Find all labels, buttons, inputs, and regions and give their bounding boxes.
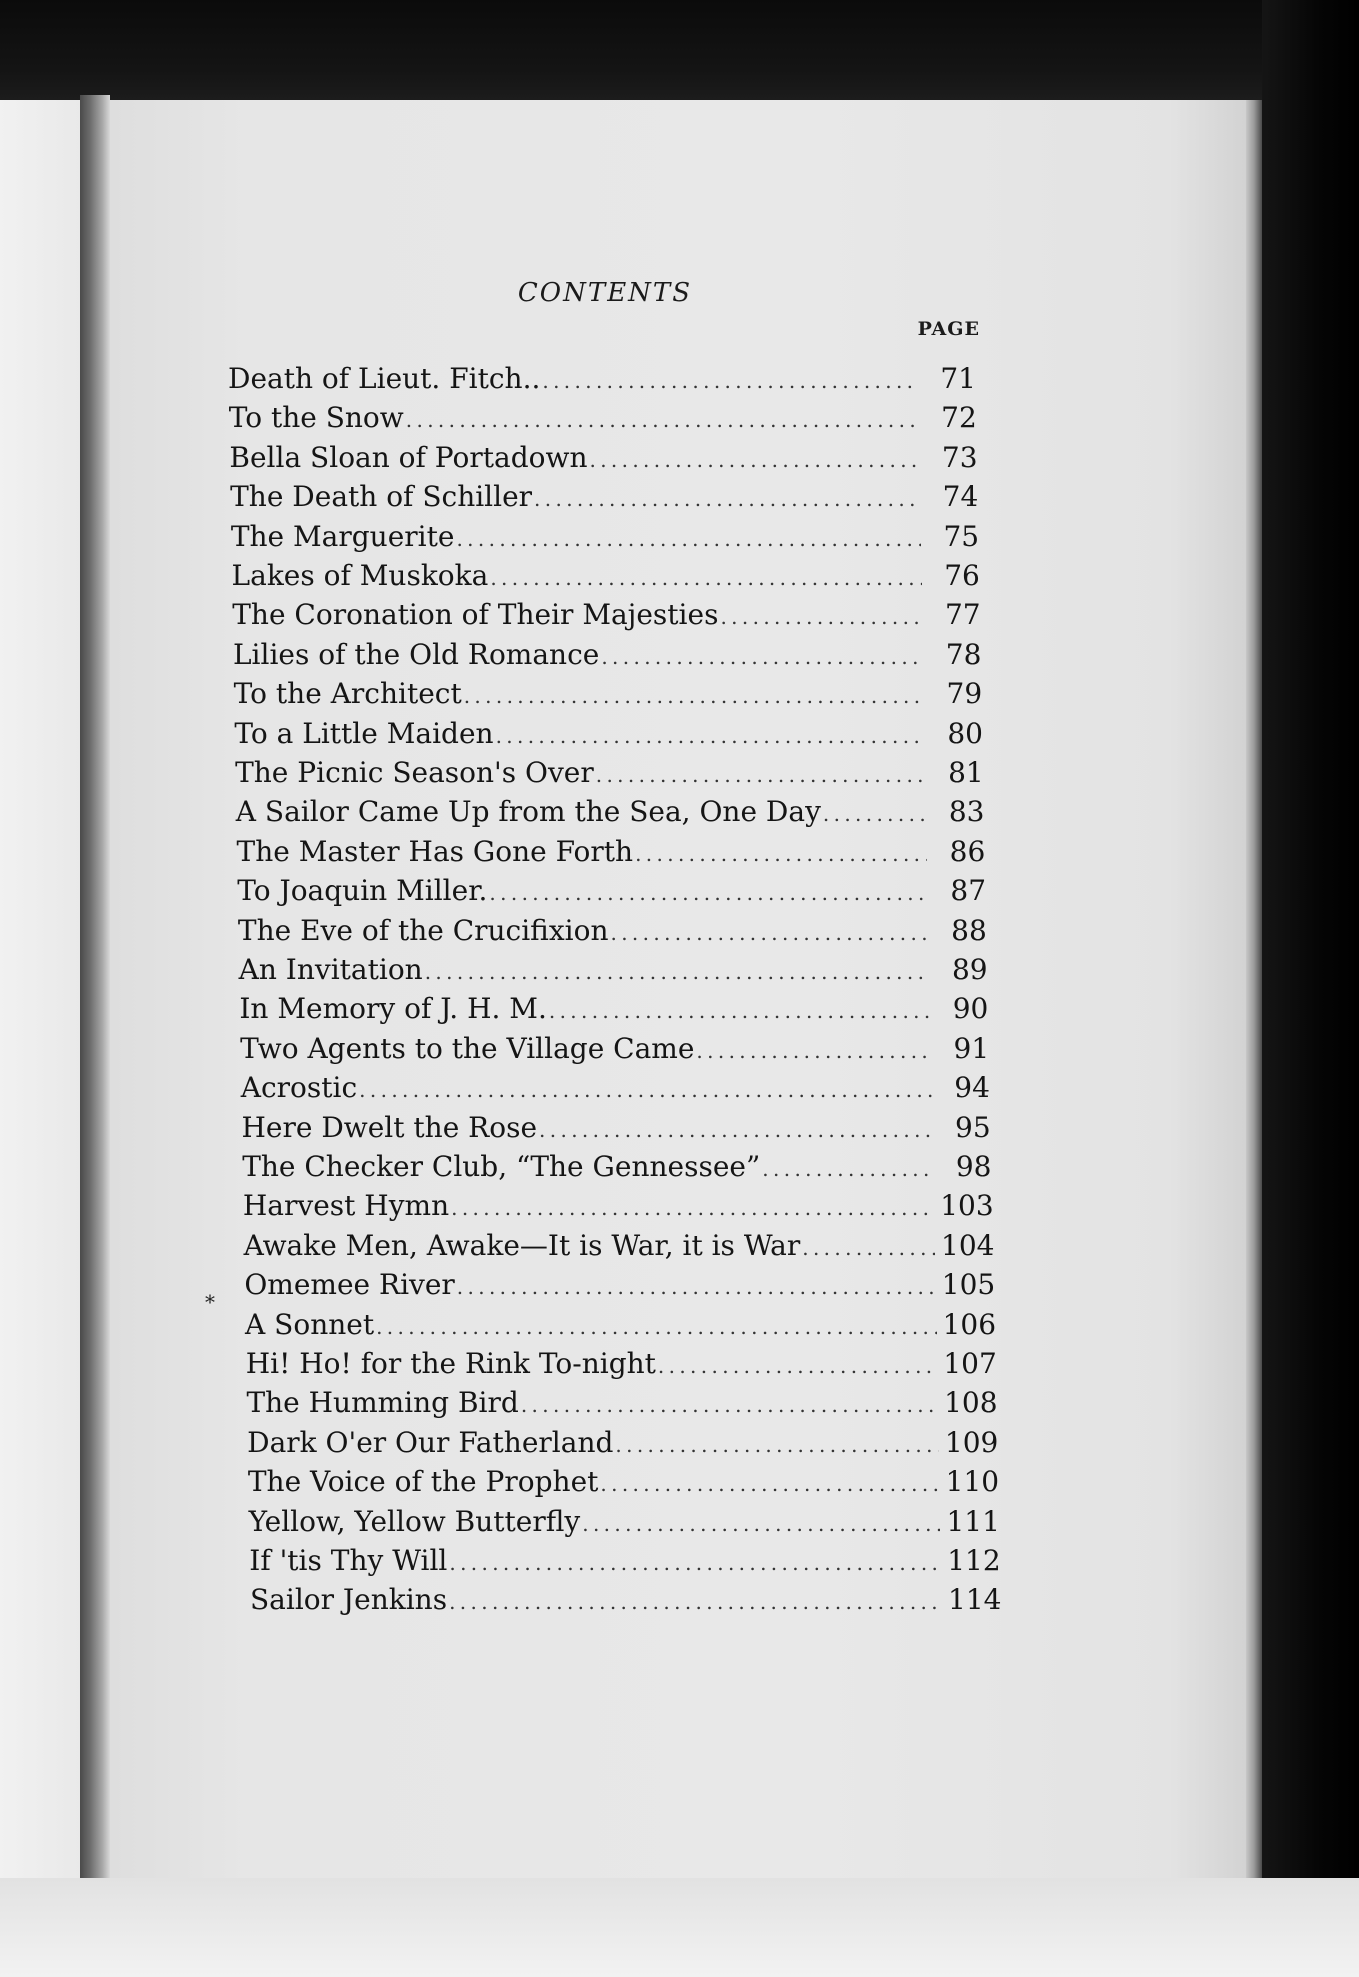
toc-entry-title: To Joaquin Miller. — [237, 874, 488, 908]
toc-entry-title: The Master Has Gone Forth — [236, 834, 634, 868]
dot-leader — [539, 1118, 933, 1142]
toc-entry-page-number: 108 — [944, 1386, 998, 1420]
dot-leader — [601, 645, 923, 669]
toc-entry-title: An Invitation — [238, 953, 423, 986]
dot-leader — [658, 1354, 937, 1378]
dot-leader — [542, 369, 918, 393]
toc-entry — [245, 1308, 995, 1344]
dot-leader — [582, 1512, 940, 1536]
toc-entry-page-number: 78 — [945, 637, 982, 671]
toc-entry — [230, 480, 978, 516]
toc-entry-page-number: 80 — [947, 716, 983, 750]
toc-entry — [233, 638, 981, 674]
toc-entry-title: In Memory of J. H. M. — [239, 992, 547, 1026]
toc-entry-title: Here Dwelt the Rose — [241, 1110, 538, 1144]
toc-entry-title: Sailor Jenkins — [250, 1583, 448, 1617]
toc-entry-title: Dark O'er Our Fatherland — [247, 1425, 614, 1459]
toc-entry — [232, 598, 980, 634]
toc-entry — [236, 795, 985, 831]
dot-leader — [534, 487, 920, 511]
toc-entry-title: Lilies of the Old Romance — [232, 637, 600, 671]
toc-entry-title: A Sailor Came Up from the Sea, One Day — [235, 795, 821, 829]
toc-entry-title: The Eve of the Crucifixion — [237, 913, 609, 947]
toc-entry-title: Bella Sloan of Portadown — [229, 440, 588, 474]
toc-entry-page-number: 86 — [949, 834, 986, 868]
dot-leader — [596, 763, 926, 787]
toc-entry-page-number: 107 — [943, 1347, 997, 1380]
dot-leader — [600, 1472, 939, 1496]
toc-entry-page-number: 73 — [941, 440, 978, 474]
dot-leader — [696, 1039, 931, 1063]
toc-entry-title: The Picnic Season's Over — [235, 756, 594, 789]
dot-leader — [425, 960, 930, 984]
toc-entry — [250, 1583, 1000, 1619]
dot-leader — [802, 1236, 935, 1260]
toc-entry-title: Death of Lieut. Fitch.. — [228, 362, 541, 395]
toc-entry-title: The Marguerite — [230, 519, 455, 553]
toc-entry — [241, 1071, 990, 1107]
toc-entry — [241, 1111, 990, 1147]
toc-entry — [238, 914, 987, 950]
toc-entry-page-number: 103 — [940, 1189, 994, 1223]
dot-leader — [611, 921, 929, 945]
toc-entry-page-number: 79 — [946, 677, 983, 711]
toc-entry-page-number: 95 — [955, 1110, 991, 1144]
toc-entry-page-number: 109 — [944, 1425, 999, 1459]
toc-entry — [237, 835, 986, 871]
dot-leader — [589, 448, 919, 472]
toc-entry-page-number: 81 — [948, 756, 984, 789]
dot-leader — [823, 802, 927, 826]
toc-entry — [237, 874, 986, 910]
toc-entry — [239, 953, 988, 989]
toc-entry-title: Omemee River — [244, 1268, 455, 1302]
page-column-label: PAGE — [917, 318, 980, 340]
toc-entry-title: To the Snow — [228, 401, 404, 435]
toc-entry — [246, 1347, 996, 1383]
toc-entry — [249, 1544, 999, 1580]
toc-entry-page-number: 94 — [954, 1071, 990, 1105]
dot-leader — [451, 1196, 934, 1220]
toc-entry-page-number: 71 — [940, 362, 976, 395]
toc-entry-page-number: 89 — [951, 953, 988, 986]
toc-entry-title: If 'tis Thy Will — [249, 1544, 448, 1577]
toc-entry-title: Lakes of Muskoka — [231, 559, 489, 592]
toc-entry — [234, 677, 983, 713]
toc-entry-page-number: 74 — [942, 480, 979, 514]
dot-leader — [762, 1157, 933, 1181]
toc-entry-page-number: 90 — [952, 992, 989, 1026]
contents-heading: CONTENTS — [517, 278, 693, 308]
toc-entry — [228, 362, 976, 398]
toc-entry-page-number: 98 — [955, 1150, 992, 1183]
toc-entry — [249, 1505, 999, 1541]
toc-entry-title: The Humming Bird — [246, 1386, 519, 1420]
toc-entry-page-number: 104 — [941, 1228, 995, 1262]
dot-leader — [456, 527, 921, 551]
toc-entry-page-number: 83 — [948, 795, 985, 829]
dot-leader — [464, 684, 924, 708]
toc-entry-page-number: 111 — [946, 1504, 1000, 1538]
dot-leader — [720, 605, 922, 629]
dot-leader — [406, 408, 919, 432]
toc-entry — [242, 1150, 991, 1186]
toc-entry-page-number: 106 — [942, 1307, 997, 1341]
dot-leader — [496, 724, 925, 748]
toc-entry — [235, 756, 984, 792]
toc-entry — [239, 992, 988, 1028]
asterisk-mark: ⁎ — [205, 1284, 215, 1308]
toc-entry-page-number: 112 — [947, 1544, 1001, 1577]
toc-entry — [243, 1189, 992, 1225]
toc-entry-title: The Checker Club, “The Gennessee” — [242, 1150, 761, 1183]
toc-entry-title: The Coronation of Their Majesties — [232, 598, 719, 632]
toc-entry-page-number: 105 — [941, 1268, 996, 1302]
toc-entry-title: The Voice of the Prophet — [247, 1465, 599, 1499]
dot-leader — [359, 1078, 932, 1102]
dot-leader — [376, 1315, 936, 1339]
toc-entry-title: To the Architect — [233, 677, 462, 711]
toc-entry-page-number: 75 — [943, 519, 980, 553]
dot-leader — [449, 1590, 942, 1614]
toc-entry-title: Two Agents to the Village Came — [240, 1031, 695, 1065]
toc-entry — [231, 520, 979, 556]
toc-entry-title: Awake Men, Awake—It is War, it is War — [243, 1228, 801, 1262]
toc-entry-title: Harvest Hymn — [242, 1189, 450, 1223]
toc-entry — [244, 1268, 996, 1304]
dot-leader — [449, 1551, 941, 1575]
toc-entry-page-number: 87 — [950, 874, 987, 908]
dot-leader — [635, 842, 927, 866]
toc-entry — [229, 441, 977, 477]
toc-entry-title: Acrostic — [240, 1071, 358, 1105]
dot-leader — [521, 1393, 938, 1417]
toc-entry — [247, 1426, 997, 1462]
toc-entry-title: Yellow, Yellow Butterfly — [248, 1504, 581, 1538]
dot-leader — [615, 1433, 938, 1457]
toc-entry-page-number: 88 — [951, 913, 987, 947]
toc-entry-title: The Death of Schiller — [230, 480, 533, 514]
dot-leader — [490, 566, 922, 590]
toc-entry-page-number: 77 — [944, 598, 981, 632]
toc-entry — [229, 401, 977, 437]
toc-entry-page-number: 114 — [948, 1583, 1002, 1617]
toc-entry — [232, 559, 980, 595]
toc-entry-page-number: 76 — [944, 559, 980, 592]
toc-entry-title: A Sonnet — [245, 1307, 375, 1341]
toc-entry-page-number: 110 — [945, 1465, 1000, 1499]
dot-leader — [549, 999, 931, 1023]
toc-entry-title: To a Little Maiden — [234, 716, 494, 750]
toc-entry — [248, 1465, 998, 1501]
toc-entry — [246, 1386, 996, 1422]
dot-leader — [489, 881, 928, 905]
dot-leader — [457, 1275, 936, 1299]
toc-entry — [244, 1229, 993, 1265]
toc-entry — [234, 717, 983, 753]
toc-entry-page-number: 72 — [941, 401, 977, 435]
toc-entry-page-number: 91 — [953, 1031, 990, 1065]
toc-entry — [240, 1032, 989, 1068]
toc-entry-title: Hi! Ho! for the Rink To-night — [245, 1347, 656, 1380]
